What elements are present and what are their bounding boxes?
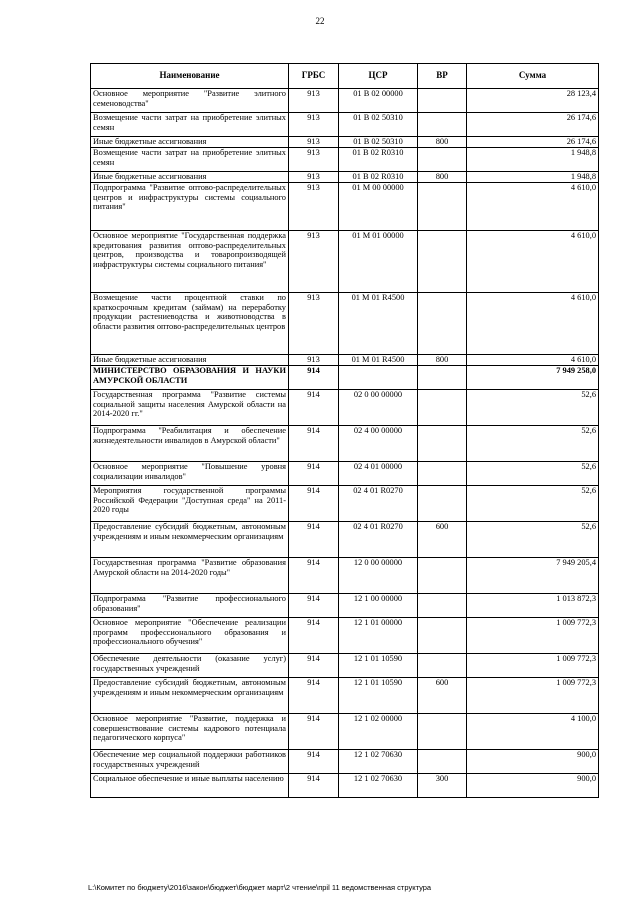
table-body [91,89,599,798]
name-cell: Основное мероприятие "Развитие элитного семеноводства" [91,89,289,113]
name-cell: Основное мероприятие "Повышение уровня социализации инвалидов" [91,462,289,486]
vr-cell [418,618,467,654]
name-cell: Возмещение части затрат на приобретение элитных семян [91,113,289,137]
table-row [91,172,599,183]
name-cell: Подпрограмма "Развитие оптово-распределительных центров и инфраструктуры системы социального питания" [91,183,289,231]
vr-cell [418,594,467,618]
table-row [91,462,599,486]
grbs-cell: 914 [289,558,339,594]
csr-cell: 01 М 01 00000 [339,231,418,293]
sum-cell: 7 949 205,4 [467,558,599,594]
csr-cell: 01 В 02 50310 [339,137,418,148]
vr-cell [418,89,467,113]
table-row [91,183,599,231]
grbs-cell: 914 [289,654,339,678]
name-cell: Государственная программа "Развитие системы социальной защиты населения Амурской области на 2014-2020 гг." [91,390,289,426]
vr-cell [418,293,467,355]
csr-cell: 01 В 02 50310 [339,113,418,137]
csr-cell: 12 1 02 70630 [339,750,418,774]
csr-cell: 01 В 02 R0310 [339,148,418,172]
grbs-cell: 913 [289,293,339,355]
name-cell: МИНИСТЕРСТВО ОБРАЗОВАНИЯ И НАУКИ АМУРСКОЙ ОБЛАСТИ [91,366,289,390]
csr-cell: 12 1 00 00000 [339,594,418,618]
vr-cell [418,148,467,172]
table-row [91,486,599,522]
sum-cell: 1 009 772,3 [467,654,599,678]
vr-cell [418,462,467,486]
name-cell: Возмещение части затрат на приобретение элитных семян [91,148,289,172]
table-row [91,137,599,148]
name-cell: Возмещение части процентной ставки по краткосрочным кредитам (займам) на переработку продукции растениеводства и животноводства в области развития оптово-распределительных центров [91,293,289,355]
sum-cell: 1 013 872,3 [467,594,599,618]
grbs-cell: 914 [289,462,339,486]
sum-cell: 4 610,0 [467,355,599,366]
vr-cell [418,714,467,750]
vr-cell: 800 [418,137,467,148]
vr-cell [418,486,467,522]
vr-cell: 300 [418,774,467,798]
grbs-cell: 914 [289,486,339,522]
grbs-cell: 913 [289,148,339,172]
sum-cell: 52,6 [467,390,599,426]
vr-cell [418,366,467,390]
grbs-cell: 914 [289,390,339,426]
csr-cell: 02 4 01 00000 [339,462,418,486]
grbs-cell: 913 [289,172,339,183]
csr-cell: 12 1 01 10590 [339,678,418,714]
grbs-cell: 913 [289,183,339,231]
grbs-cell: 914 [289,618,339,654]
header-csr: ЦСР [339,64,418,89]
vr-cell [418,113,467,137]
header-grbs: ГРБС [289,64,339,89]
vr-cell: 600 [418,522,467,558]
csr-cell: 01 М 00 00000 [339,183,418,231]
table-row [91,678,599,714]
sum-cell: 1 948,8 [467,148,599,172]
sum-cell: 900,0 [467,774,599,798]
grbs-cell: 914 [289,426,339,462]
vr-cell [418,750,467,774]
header-sum: Сумма [467,64,599,89]
vr-cell [418,654,467,678]
sum-cell: 26 174,6 [467,137,599,148]
name-cell: Основное мероприятие "Развитие, поддержка и совершенствование системы кадрового потенциала педагогического корпуса" [91,714,289,750]
grbs-cell: 913 [289,231,339,293]
name-cell: Предоставление субсидий бюджетным, автономным учреждениям и иным некоммерческим организациям [91,678,289,714]
csr-cell: 01 М 01 R4500 [339,355,418,366]
sum-cell: 1 948,8 [467,172,599,183]
name-cell: Государственная программа "Развитие образования Амурской области на 2014-2020 годы" [91,558,289,594]
table-row [91,355,599,366]
name-cell: Иные бюджетные ассигнования [91,137,289,148]
sum-cell: 4 100,0 [467,714,599,750]
csr-cell: 01 В 02 R0310 [339,172,418,183]
vr-cell [418,183,467,231]
table-row [91,293,599,355]
table-row [91,89,599,113]
csr-cell: 01 М 01 R4500 [339,293,418,355]
grbs-cell: 914 [289,714,339,750]
vr-cell [418,390,467,426]
table-row [91,774,599,798]
table-row [91,558,599,594]
csr-cell [339,366,418,390]
table-row [91,231,599,293]
grbs-cell: 913 [289,113,339,137]
grbs-cell: 913 [289,89,339,113]
table-row [91,522,599,558]
csr-cell: 12 0 00 00000 [339,558,418,594]
page-number: 22 [315,16,325,26]
sum-cell: 26 174,6 [467,113,599,137]
sum-cell: 52,6 [467,486,599,522]
sum-cell: 7 949 258,0 [467,366,599,390]
table-header-row [91,64,599,89]
table-row [91,113,599,137]
sum-cell: 900,0 [467,750,599,774]
grbs-cell: 914 [289,678,339,714]
table-row [91,654,599,678]
csr-cell: 12 1 02 70630 [339,774,418,798]
table-row [91,390,599,426]
name-cell: Социальное обеспечение и иные выплаты населению [91,774,289,798]
table-row [91,618,599,654]
sum-cell: 52,6 [467,426,599,462]
csr-cell: 12 1 01 00000 [339,618,418,654]
grbs-cell: 914 [289,750,339,774]
csr-cell: 02 4 01 R0270 [339,522,418,558]
csr-cell: 12 1 02 00000 [339,714,418,750]
name-cell: Обеспечение мер социальной поддержки работников государственных учреждений [91,750,289,774]
vr-cell [418,558,467,594]
table-row [91,594,599,618]
name-cell: Основное мероприятие "Обеспечение реализации программ профессионального образования и профессионального обучения" [91,618,289,654]
grbs-cell: 914 [289,774,339,798]
vr-cell: 600 [418,678,467,714]
name-cell: Иные бюджетные ассигнования [91,355,289,366]
footer-file-path: L:\Комитет по бюджету\2016\закон\бюджет\бюджет март\2 чтение\прil 11 ведомственная структура [88,883,432,892]
name-cell: Подпрограмма "Реабилитация и обеспечение жизнедеятельности инвалидов в Амурской области" [91,426,289,462]
name-cell: Подпрограмма "Развитие профессионального образования" [91,594,289,618]
table-row [91,366,599,390]
grbs-cell: 913 [289,355,339,366]
vr-cell [418,426,467,462]
name-cell: Мероприятия государственной программы Российской Федерации "Доступная среда" на 2011-2020 годы [91,486,289,522]
sum-cell: 28 123,4 [467,89,599,113]
csr-cell: 01 В 02 00000 [339,89,418,113]
header-name: Наименование [91,64,289,89]
vr-cell: 800 [418,355,467,366]
grbs-cell: 914 [289,366,339,390]
budget-table [90,63,599,798]
csr-cell: 02 0 00 00000 [339,390,418,426]
vr-cell [418,231,467,293]
name-cell: Основное мероприятие "Государственная поддержка кредитования развития оптово-распределительных центров, производства и товаропроизводящей инфраструктуры системы социального питания" [91,231,289,293]
sum-cell: 4 610,0 [467,183,599,231]
sum-cell: 4 610,0 [467,231,599,293]
name-cell: Иные бюджетные ассигнования [91,172,289,183]
sum-cell: 1 009 772,3 [467,678,599,714]
sum-cell: 52,6 [467,522,599,558]
name-cell: Предоставление субсидий бюджетным, автономным учреждениям и иным некоммерческим организациям [91,522,289,558]
grbs-cell: 914 [289,594,339,618]
table-row [91,148,599,172]
csr-cell: 02 4 00 00000 [339,426,418,462]
vr-cell: 800 [418,172,467,183]
sum-cell: 52,6 [467,462,599,486]
csr-cell: 12 1 01 10590 [339,654,418,678]
sum-cell: 4 610,0 [467,293,599,355]
name-cell: Обеспечение деятельности (оказание услуг) государственных учреждений [91,654,289,678]
table-row [91,750,599,774]
table-row [91,714,599,750]
csr-cell: 02 4 01 R0270 [339,486,418,522]
grbs-cell: 913 [289,137,339,148]
grbs-cell: 914 [289,522,339,558]
table-row [91,426,599,462]
sum-cell: 1 009 772,3 [467,618,599,654]
header-vr: ВР [418,64,467,89]
